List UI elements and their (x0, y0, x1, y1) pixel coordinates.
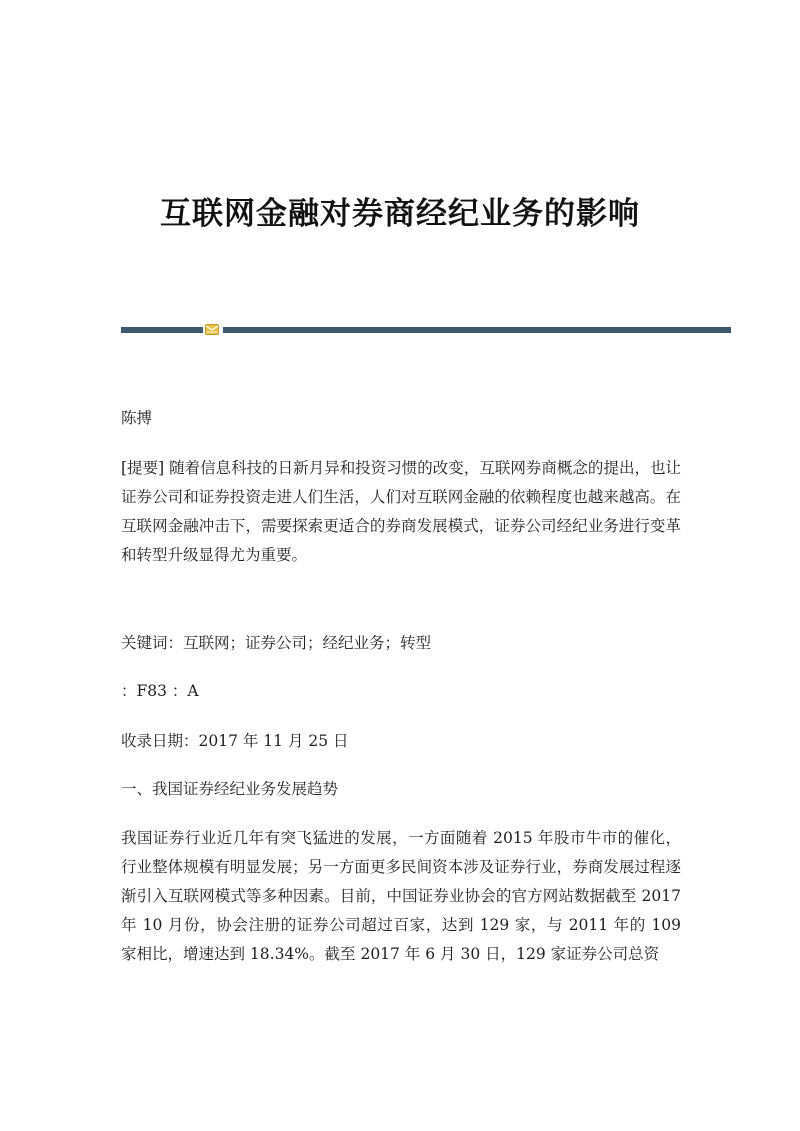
section-heading: 一、我国证券经纪业务发展趋势 (121, 780, 339, 798)
abstract-paragraph: [提要] 随着信息科技的日新月异和投资习惯的改变，互联网券商概念的提出，也让证券公司和证券投资走进人们生活，人们对互联网金融的依赖程度也越来越高。在互联网金融冲击下，需要探索更适合的券商发展模式，证券公司经纪业务进行变革和转型升级显得尤为重要。 (121, 459, 681, 564)
keywords-line: 关键词：互联网；证券公司；经纪业务；转型 (121, 634, 432, 652)
body-paragraph: 我国证券行业近几年有突飞猛进的发展，一方面随着 2015 年股市牛市的催化，行业整体规模有明显发展；另一方面更多民间资本涉及证券行业，券商发展过程逐渐引入互联网模式等多种因素。目前，中国证券业协会的官方网站数据截至 2017 年 10 月份，协会注册的证券公司超过百家，达到 129 家，与 2011 年的 109 家相比，增速达到 18.34%。截至 2017 年 6 月 30 日，129 家证券公司总资 (121, 829, 681, 963)
classification-line: ：F83 ：A (121, 682, 199, 700)
title-divider-left (121, 327, 203, 333)
received-date: 收录日期：2017 年 11 月 25 日 (121, 732, 349, 750)
envelope-icon (205, 324, 219, 335)
page-title: 互联网金融对券商经纪业务的影响 (160, 196, 640, 232)
author-name: 陈搏 (121, 409, 153, 427)
title-divider-right (223, 327, 731, 333)
